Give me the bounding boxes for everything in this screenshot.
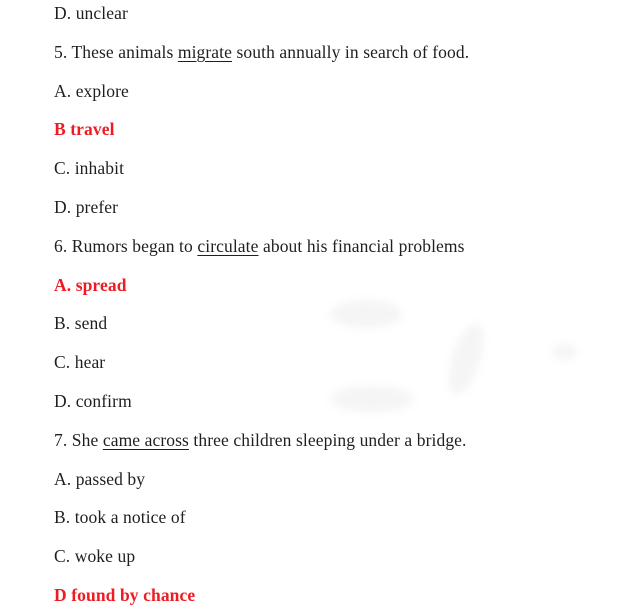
quiz-answer-line: B travel	[54, 119, 115, 140]
quiz-question-line	[54, 421, 610, 460]
question-text-post: south annually in search of food.	[232, 41, 470, 62]
quiz-question-line	[54, 33, 610, 72]
question-text-pre: 5. These animals	[54, 41, 178, 62]
quiz-question-line	[54, 227, 610, 266]
quiz-option-line: C. inhabit	[54, 158, 125, 179]
quiz-answer-line: A. spread	[54, 274, 127, 295]
quiz-option-line: B. send	[54, 313, 108, 334]
quiz-option-line: D. confirm	[54, 390, 132, 411]
question-text-pre: 7. She	[54, 429, 103, 450]
underlined-term: circulate	[197, 235, 259, 256]
quiz-option-line: B. took a notice of	[54, 507, 186, 528]
quiz-option-line: C. woke up	[54, 546, 136, 567]
question-text-pre: 6. Rumors began to	[54, 235, 198, 256]
quiz-answer-line: D found by chance	[54, 584, 196, 605]
underlined-term: came across	[102, 429, 189, 450]
question-text-post: three children sleeping under a bridge.	[188, 429, 467, 450]
quiz-option-line: A. passed by	[54, 468, 146, 489]
underlined-term: migrate	[177, 41, 233, 62]
quiz-option-line: A. explore	[54, 80, 129, 101]
quiz-option-line: C. hear	[54, 352, 106, 373]
quiz-option-line: D. unclear	[54, 3, 128, 23]
question-text-post: about his financial problems	[258, 235, 465, 256]
quiz-option-line: D. prefer	[54, 196, 119, 217]
